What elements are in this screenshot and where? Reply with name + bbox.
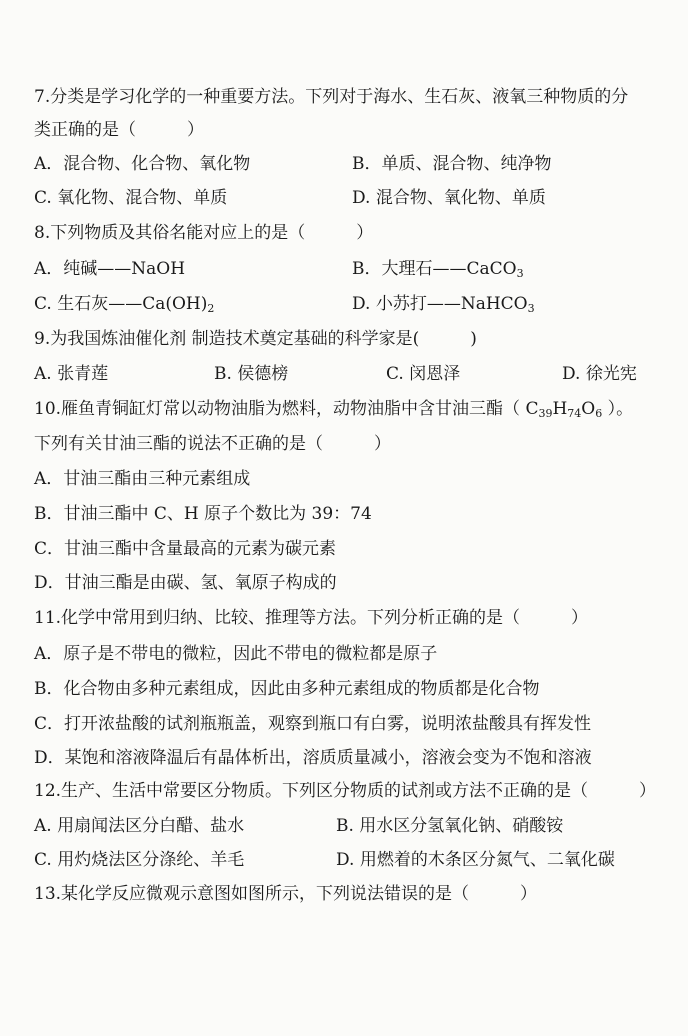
q10-option-c[interactable]: C．甘油三酯中含量最高的元素为碳元素 [34,539,337,559]
q10-formula-c-count: 39 [538,407,553,420]
q7-stem-line2: 类正确的是（ ） [34,120,204,140]
q8-option-c-subscript: 2 [207,302,215,315]
q12-option-d[interactable]: D. 用燃着的木条区分氮气、二氧化碳 [336,850,615,870]
q12-option-a[interactable]: A. 用扇闻法区分白醋、盐水 [34,816,245,836]
q10-formula-h-count: 74 [567,407,582,420]
q11-option-b[interactable]: B．化合物由多种元素组成，因此由多种元素组成的物质都是化合物 [34,679,540,699]
q10-option-d[interactable]: D．甘油三酯是由碳、氢、氧原子构成的 [34,573,337,593]
q10-stem-part2: ）。 [602,399,634,419]
q9-stem: 9.为我国炼油催化剂 制造技术奠定基础的科学家是( ) [34,329,477,349]
q10-option-a[interactable]: A．甘油三酯由三种元素组成 [34,469,251,489]
q10-option-b[interactable]: B．甘油三酯中 C、H 原子个数比为 39：74 [34,504,372,524]
q8-option-c-text: C. 生石灰——Ca(OH) [34,294,208,314]
q7-option-a[interactable]: A．混合物、化合物、氧化物 [34,154,251,174]
q12-stem: 12.生产、生活中常要区分物质。下列区分物质的试剂或方法不正确的是（ ） [34,781,657,801]
q9-option-d[interactable]: D. 徐光宪 [562,364,637,384]
q8-option-b[interactable] [352,258,524,280]
q11-option-c[interactable]: C．打开浓盐酸的试剂瓶瓶盖，观察到瓶口有白雾，说明浓盐酸具有挥发性 [34,714,592,734]
q13-stem: 13.某化学反应微观示意图如图所示，下列说法错误的是（ ） [34,884,538,904]
q7-stem-line1: 7.分类是学习化学的一种重要方法。下列对于海水、生石灰、液氧三种物质的分 [34,87,629,107]
q8-stem: 8.下列物质及其俗名能对应上的是（ ） [34,223,374,243]
q11-option-d[interactable]: D．某饱和溶液降温后有晶体析出，溶质质量减小，溶液会变为不饱和溶液 [34,748,592,768]
q9-option-a[interactable]: A. 张青莲 [34,364,109,384]
q7-option-d[interactable]: D. 混合物、氧化物、单质 [352,188,546,208]
q10-stem-line2: 下列有关甘油三酯的说法不正确的是（ ） [34,434,391,454]
q8-option-d-text: D. 小苏打——NaHCO [352,294,528,314]
q8-option-b-subscript: 3 [516,267,524,280]
q12-option-b[interactable]: B. 用水区分氢氧化钠、硝酸铵 [336,816,564,836]
q11-stem: 11.化学中常用到归纳、比较、推理等方法。下列分析正确的是（ ） [34,608,589,628]
q8-option-d[interactable] [352,293,535,315]
q11-option-a[interactable]: A．原子是不带电的微粒，因此不带电的微粒都是原子 [34,644,438,664]
q10-stem-line1 [34,398,633,420]
q10-formula-o: O [581,399,596,419]
q8-option-a[interactable]: A．纯碱——NaOH [34,259,186,279]
q8-option-b-text: B．大理石——CaCO [352,259,517,279]
q9-option-c[interactable]: C. 闵恩泽 [386,364,461,384]
q12-option-c[interactable]: C. 用灼烧法区分涤纶、羊毛 [34,850,245,870]
q7-option-b[interactable]: B．单质、混合物、纯净物 [352,154,552,174]
q8-option-c[interactable] [34,293,214,315]
q7-option-c[interactable]: C. 氧化物、混合物、单质 [34,188,228,208]
q8-option-d-subscript: 3 [527,302,535,315]
q10-stem-part1: 10.雁鱼青铜缸灯常以动物油脂为燃料，动物油脂中含甘油三酯（ C [34,399,539,419]
q10-formula-h: H [552,399,568,419]
q9-option-b[interactable]: B. 侯德榜 [214,364,289,384]
q10-formula-o-count: 6 [595,407,603,420]
